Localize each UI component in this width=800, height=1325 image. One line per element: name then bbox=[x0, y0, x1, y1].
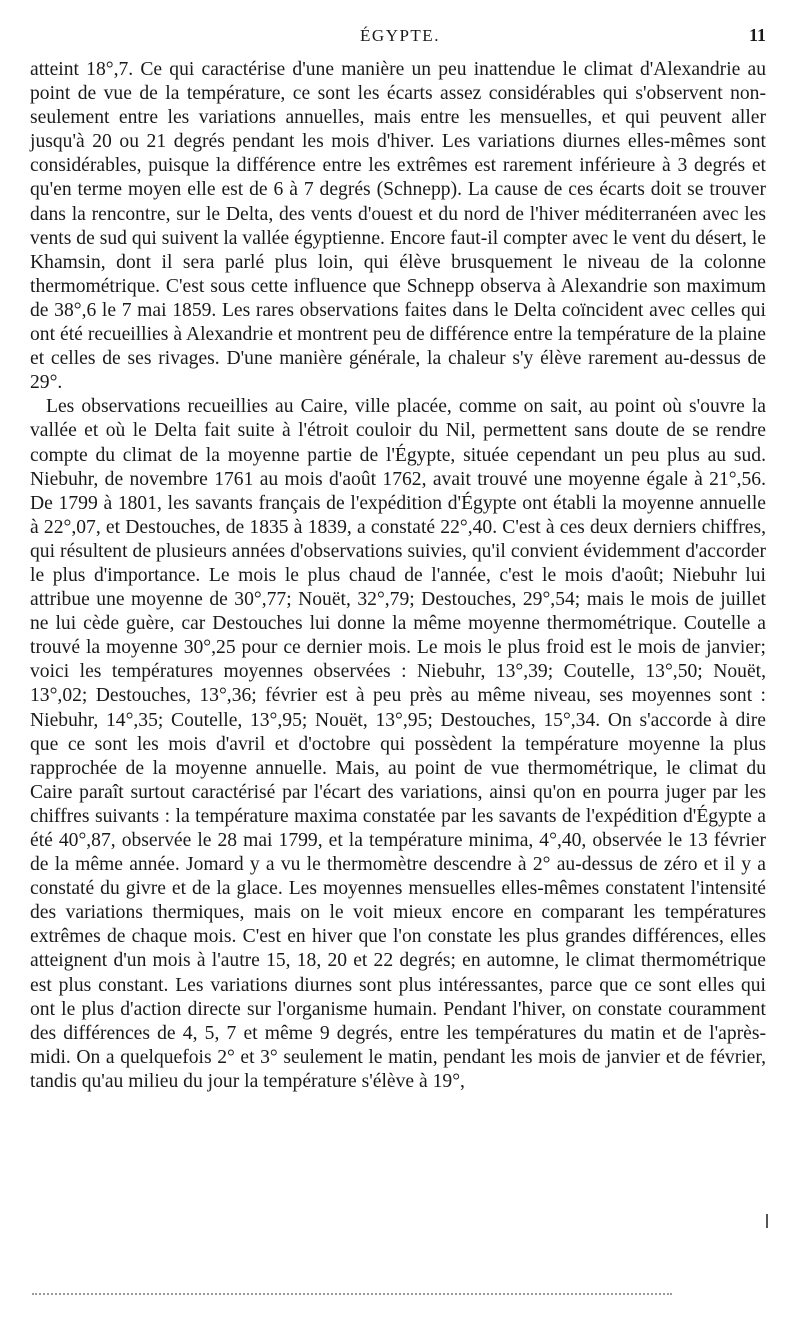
paragraph-cairo-observations: Les observations recueillies au Caire, ville placée, comme on sait, au point où s'ouvre la vallée et où le Delta fait suite à l'étroit couloir du Nil, permettent sans doute de se rendre compte du climat de la moyenne partie de l'Égypte, située cependant un peu plus au sud. Niebuhr, de novembre 1761 au mois d'août 1762, avait trouvé une moyenne égale à 21°,56. De 1799 à 1801, les savants français de l'expédition d'Égypte ont établi la moyenne annuelle à 22°,07, et Destouches, de 1835 à 1839, a constaté 22°,40. C'est à ces deux derniers chiffres, qui résultent de plusieurs années d'observations suivies, qu'il convient évidemment d'accorder le plus d'importance. Le mois le plus chaud de l'année, c'est le mois d'août; Niebuhr lui attribue une moyenne de 30°,77; Nouët, 32°,79; Destouches, 29°,54; mais le mois de juillet ne lui cède guère, car Destouches lui donne la même moyenne thermométrique. Coutelle a trouvé la moyenne 30°,25 pour ce dernier mois. Le mois le plus froid est le mois de janvier; voici les températures moyennes observées : Niebuhr, 13°,39; Coutelle, 13°,50; Nouët, 13°,02; Destouches, 13°,36; février est à peu près au même niveau, ses moyennes sont : Niebuhr, 14°,35; Coutelle, 13°,95; Nouët, 13°,95; Destouches, 15°,34. On s'accorde à dire que ce sont les mois d'avril et d'octobre qui possèdent la température moyenne la plus rapprochée de la moyenne annuelle. Mais, au point de vue thermométrique, le climat du Caire paraît surtout caractérisé par l'écart des variations, ainsi qu'on en pourra juger par les chiffres suivants : la température maxima constatée par les savants de l'expédition d'Égypte a été 40°,87, observée le 28 mai 1799, et la température minima, 4°,40, observée le 13 février de la même année. Jomard y a vu le thermomètre descendre à 2° au-dessus de zéro et il y a constaté du givre et de la glace. Les moyennes mensuelles elles-mêmes constatent l'intensité des variations thermiques, mais on le voit mieux encore en comparant les températures extrêmes de chaque mois. C'est en hiver que l'on constate les plus grandes différences, elles atteignent d'un mois à l'autre 15, 18, 20 et 22 degrés; en automne, le climat thermométrique est plus constant. Les variations diurnes sont plus intéressantes, parce que ce sont elles qui ont le plus d'action directe sur l'organisme humain. Pendant l'hiver, on constate couramment des différences de 4, 5, 7 et même 9 degrés, entre les températures du matin et de l'après-midi. On a quelquefois 2° et 3° seulement le matin, pendant les mois de janvier et de février, tandis qu'au milieu du jour la température s'élève à 19°, bbox=[30, 396, 766, 1092]
footer-dotted-rule bbox=[32, 1293, 672, 1295]
body-text bbox=[30, 58, 766, 1094]
running-header bbox=[28, 22, 772, 48]
page-number: 11 bbox=[748, 25, 766, 45]
paragraph-continued: atteint 18°,7. Ce qui caractérise d'une manière un peu inattendue le climat d'Alexandrie au point de vue de la température, ce sont les écarts assez considérables qui s'observent non-seulement entre les variations annuelles, mais entre les mensuelles, et qui peuvent aller jusqu'à 20 ou 21 degrés pendant les mois d'hiver. Les variations diurnes elles-mêmes sont considérables, puisque la différence entre les extrêmes est rarement inférieure à 3 degrés et qu'en terme moyen elle est de 6 à 7 degrés (Schnepp). La cause de ces écarts doit se trouver dans la rencontre, sur le Delta, des vents d'ouest et du nord de l'hiver méditerranéen avec les vents de sud qui suivent la vallée égyptienne. Encore faut-il compter avec le vent du désert, le Khamsin, dont il sera parlé plus loin, qui élève brusquement le niveau de la colonne thermométrique. C'est sous cette influence que Schnepp observa à Alexandrie son maximum de 38°,6 le 7 mai 1859. Les rares observations faites dans le Delta coïncident avec celles qui ont été recueillies à Alexandrie et montrent peu de différence entre la température de la plaine et celles de ses rivages. D'une manière générale, la chaleur s'y élève rarement au-dessus de 29°. bbox=[30, 59, 766, 394]
margin-mark bbox=[766, 1214, 768, 1228]
chapter-title: ÉGYPTE. bbox=[360, 26, 440, 45]
